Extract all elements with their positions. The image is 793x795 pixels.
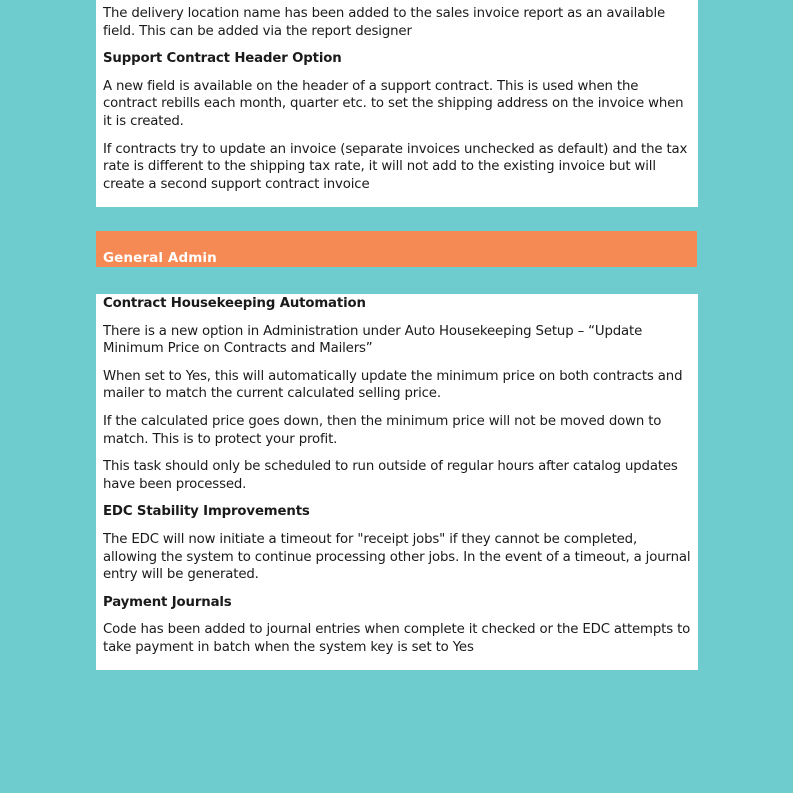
delivery-location-paragraph: The delivery location name has been added to the sales invoice report as an available field. This can be added via the report designer xyxy=(103,6,666,39)
section-title: General Admin xyxy=(103,250,217,266)
payment-journals-paragraph: Code has been added to journal entries when complete it checked or the EDC attempts to take payment in batch when the system key is set to Yes xyxy=(103,622,691,655)
housekeeping-paragraph-3: If the calculated price goes down, then the minimum price will not be moved down to match. This is to protect your profit. xyxy=(103,413,662,447)
general-admin-banner xyxy=(96,231,697,267)
housekeeping-paragraph-4: This task should only be scheduled to run outside of regular hours after catalog updates have been processed. xyxy=(103,459,678,492)
housekeeping-paragraph-1: There is a new option in Administration under Auto Housekeeping Setup – “Update Minimum Price on Contracts and Mailers” xyxy=(103,323,643,357)
support-contract-paragraph-2: If contracts try to update an invoice (separate invoices unchecked as default) and the tax rate is different to the shipping tax rate, it will not add to the existing invoice but will create a second support contract invoice xyxy=(103,141,688,192)
payment-journals-heading: Payment Journals xyxy=(103,594,232,610)
release-notes-panel-bottom xyxy=(96,294,698,670)
support-contract-paragraph-1: A new field is available on the header of a support contract. This is used when the contract rebills each month, quarter etc. to set the shipping address on the invoice when it is created. xyxy=(103,78,684,129)
housekeeping-heading: Contract Housekeeping Automation xyxy=(103,296,366,311)
edc-stability-paragraph: The EDC will now initiate a timeout for "receipt jobs" if they cannot be completed, allowing the system to continue processing other jobs. In the event of a timeout, a journal entry will be generated. xyxy=(103,531,691,583)
housekeeping-paragraph-2: When set to Yes, this will automatically update the minimum price on both contracts and mailer to match the current calculated selling price. xyxy=(103,368,683,402)
edc-stability-heading: EDC Stability Improvements xyxy=(103,504,310,520)
support-contract-heading: Support Contract Header Option xyxy=(103,51,342,67)
release-notes-panel-top xyxy=(96,0,698,207)
